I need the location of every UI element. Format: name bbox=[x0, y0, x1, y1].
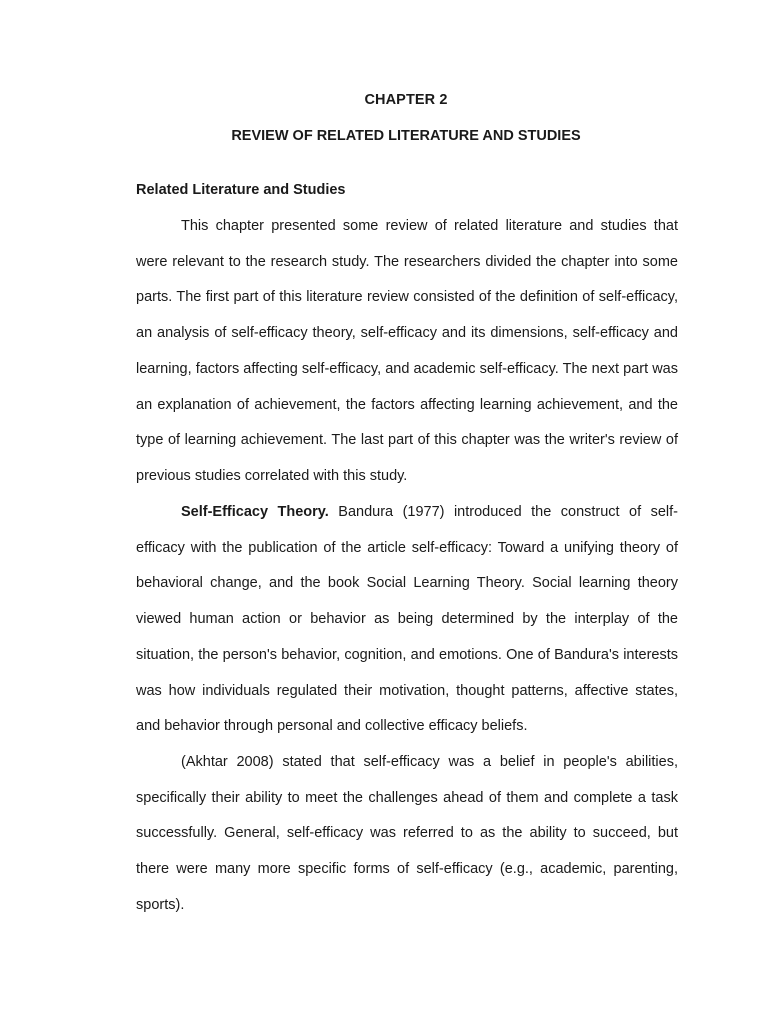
chapter-label: CHAPTER 2 bbox=[364, 92, 448, 108]
section-heading: Related Literature and Studies bbox=[136, 182, 346, 198]
paragraph-text: (Akhtar 2008) stated that self-efficacy was a belief in people's abilities, specifically their ability to meet the challenges ahead of them and complete a task successfully. General, self-efficacy was referred to as the ability to succeed, but there were many more specific forms of self-efficacy (e.g., academic, parenting, sports). bbox=[136, 754, 678, 913]
paragraph-text: Bandura (1977) introduced the construct of self-efficacy with the publication of the article self-efficacy: Toward a unifying theory of behavioral change, and the book Social Learning Theory. Social learning theory viewed human action or behavior as being determined by the interplay of the situation, the person's behavior, cognition, and emotions. One of Bandura's interests was how individuals regulated their motivation, thought patterns, affective states, and behavior through personal and collective efficacy beliefs. bbox=[136, 504, 679, 735]
paragraph-self-efficacy-theory bbox=[136, 495, 678, 745]
paragraph-intro bbox=[136, 209, 678, 495]
run-in-heading: Self-Efficacy Theory. bbox=[181, 504, 329, 520]
paragraph-akhtar bbox=[136, 745, 678, 924]
chapter-title: REVIEW OF RELATED LITERATURE AND STUDIES bbox=[231, 128, 581, 144]
paragraph-text: This chapter presented some review of related literature and studies that were relevant to the research study. The researchers divided the chapter into some parts. The first part of this literature review consisted of the definition of self-efficacy, an analysis of self-efficacy theory, self-efficacy and its dimensions, self-efficacy and learning, factors affecting self-efficacy, and academic self-efficacy. The next part was an explanation of achievement, the factors affecting learning achievement, and the type of learning achievement. The last part of this chapter was the writer's review of previous studies correlated with this study. bbox=[136, 218, 678, 484]
